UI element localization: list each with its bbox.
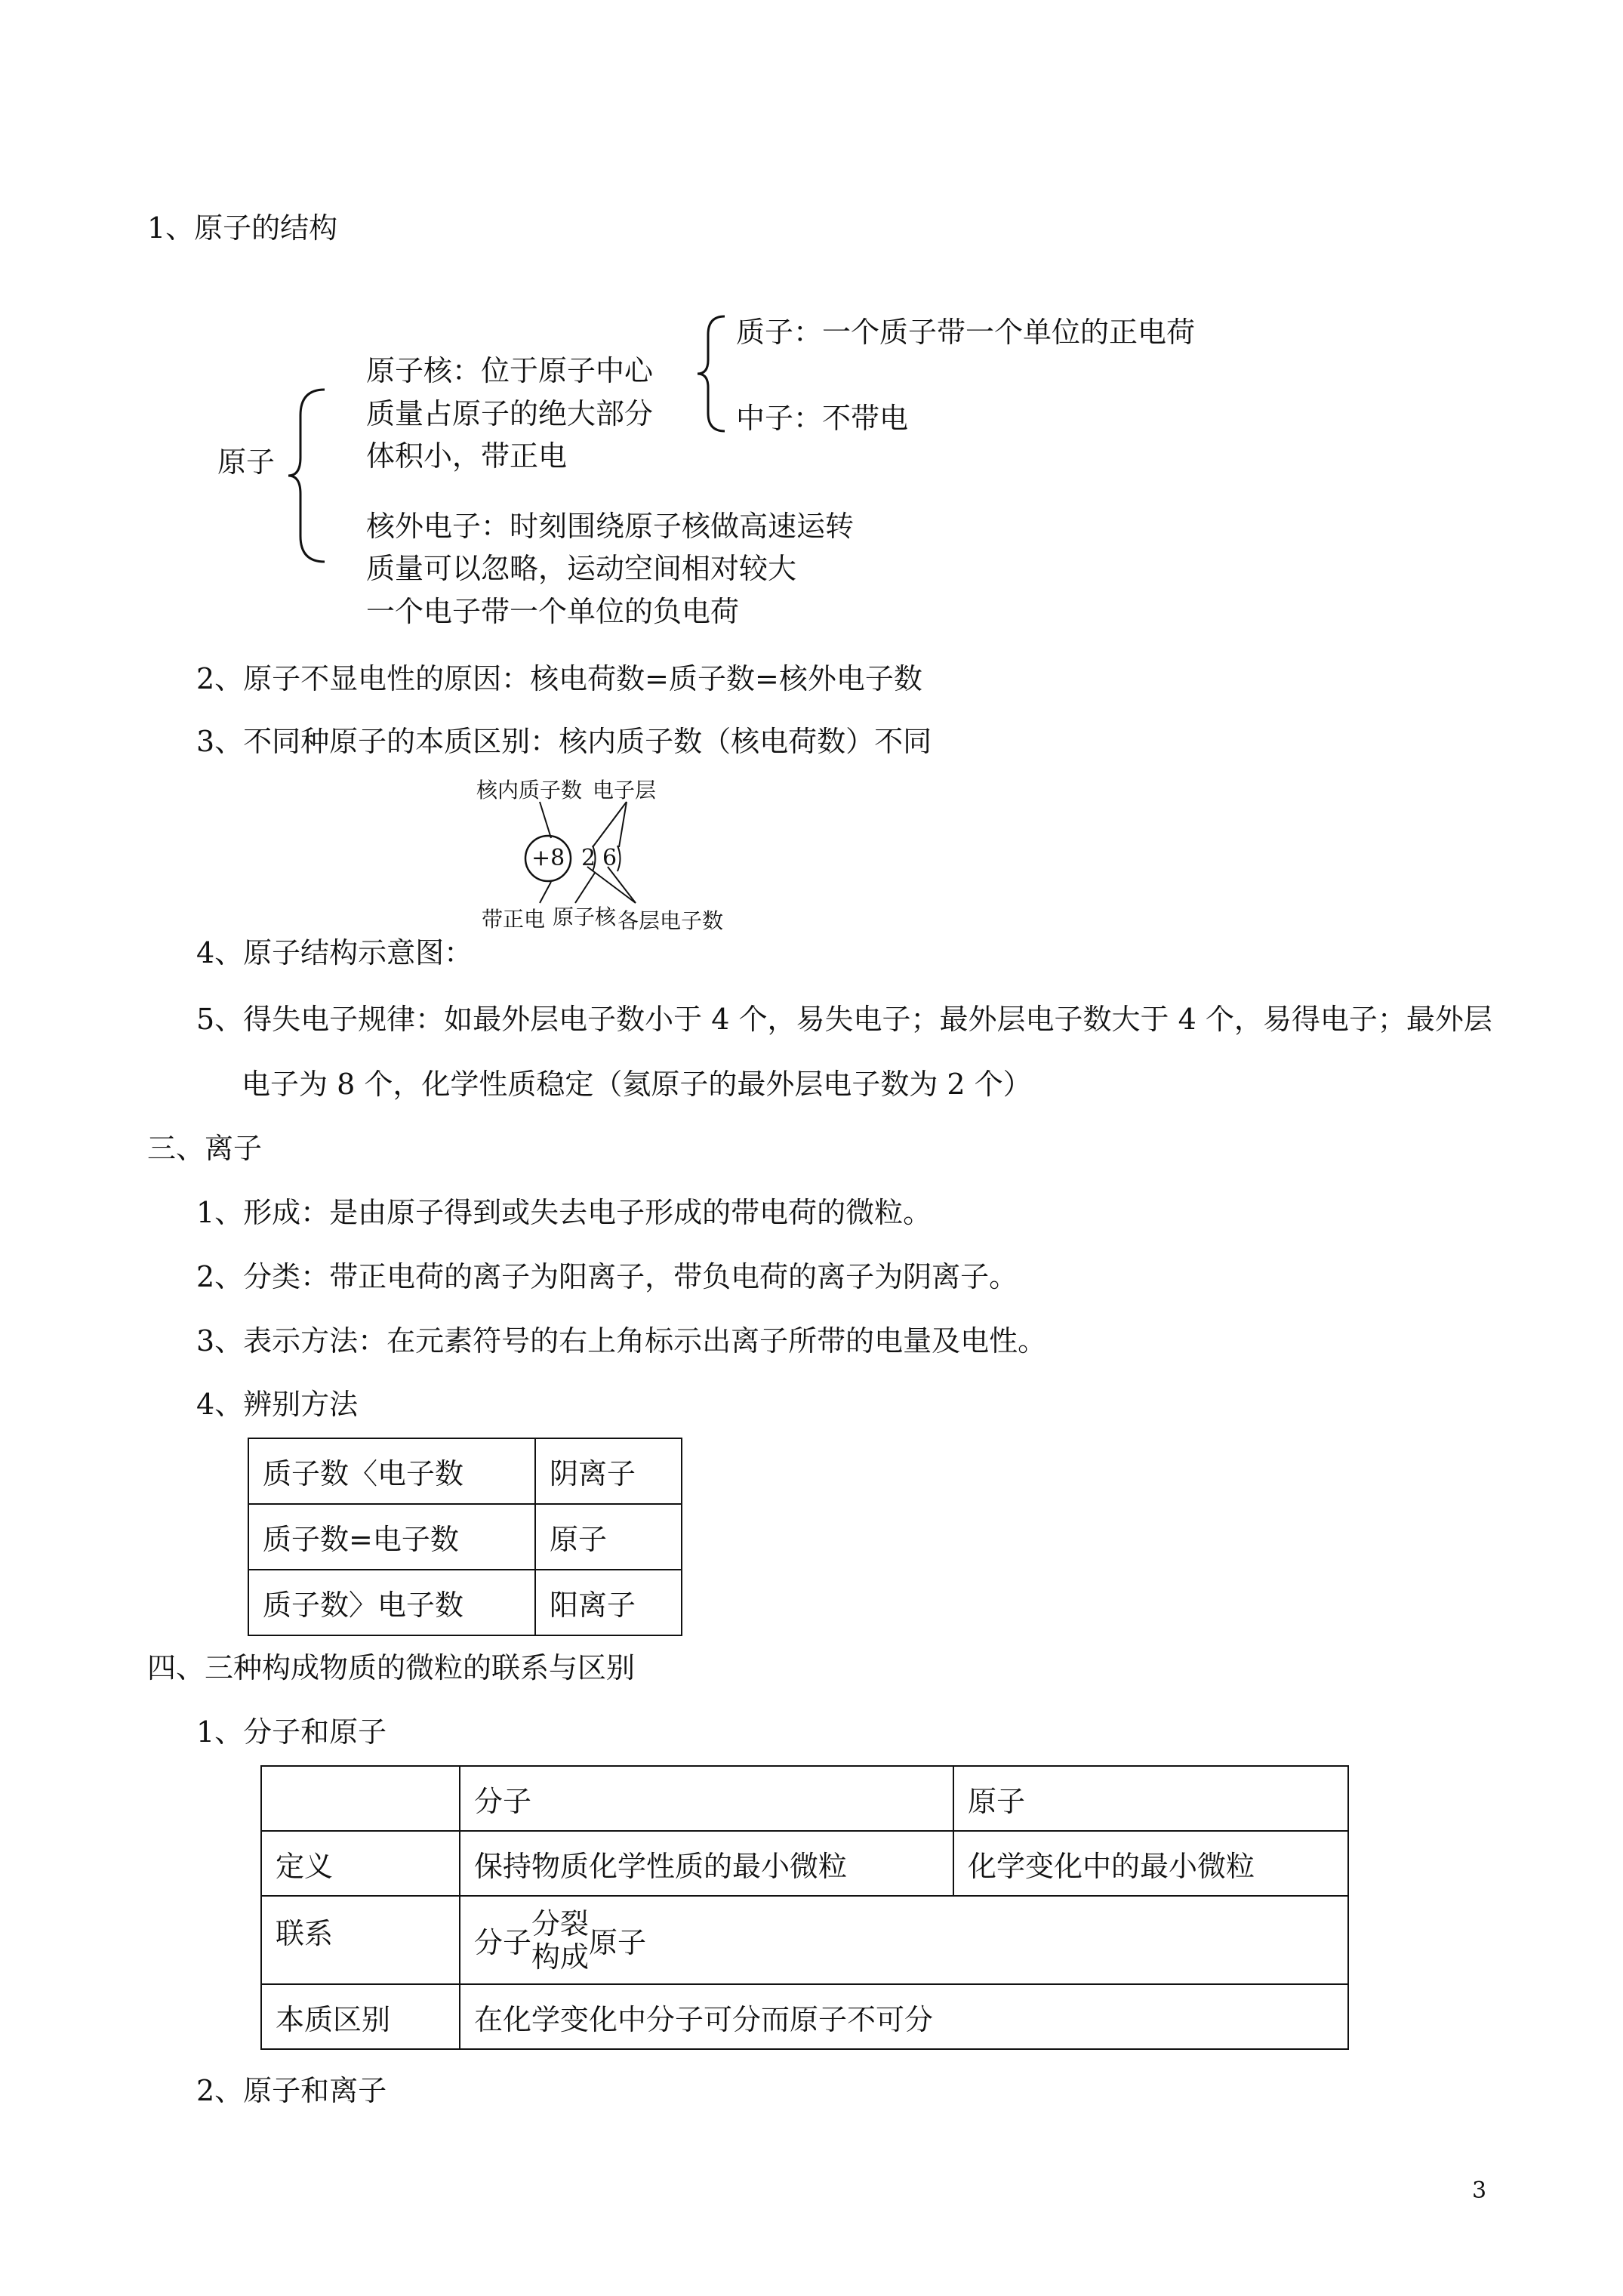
nucleus-line-1: 原子核：位于原子中心 (366, 354, 654, 387)
ions-heading: 三、离子 (147, 1132, 263, 1165)
nucleus-line-3: 体积小，带正电 (366, 439, 568, 473)
electron-line-2: 质量可以忽略，运动空间相对较大 (366, 552, 797, 585)
particles-heading: 四、三种构成物质的微粒的联系与区别 (147, 1651, 636, 1684)
neutron-line: 中子：不带电 (736, 402, 909, 435)
diagram-shell-2: 6 (602, 845, 617, 871)
table-row (248, 1504, 682, 1570)
relation-right: 原子 (589, 1926, 647, 1959)
relation-top: 分裂 (531, 1906, 590, 1940)
diagram-nucleus-charge: +8 (531, 845, 565, 871)
atom-structure-diagram (468, 770, 740, 936)
point-3: 3、不同种原子的本质区别：核内质子数（核电荷数）不同 (196, 725, 932, 758)
point-4: 4、原子结构示意图： (196, 936, 473, 969)
table-row (261, 1896, 1348, 1984)
table-cell: 阳离子 (535, 1570, 682, 1635)
table-row (248, 1438, 682, 1504)
relation-bottom: 构成 (531, 1940, 590, 1974)
ion-identification-table (248, 1438, 682, 1636)
table-cell: 分子 (460, 1766, 953, 1831)
atom-brace (287, 385, 340, 566)
ions-point-1: 1、形成：是由原子得到或失去电子形成的带电荷的微粒。 (196, 1196, 932, 1229)
diagram-label-nucleus: 原子核 (553, 905, 617, 929)
table-cell: 化学变化中的最小微粒 (953, 1831, 1348, 1896)
point-2: 2、原子不显电性的原因：核电荷数=质子数=核外电子数 (196, 662, 922, 695)
atom-structure-heading: 1、原子的结构 (147, 211, 338, 245)
relation-arrows (531, 1907, 589, 1974)
table-row (261, 1831, 1348, 1896)
electron-line-3: 一个电子带一个单位的负电荷 (366, 595, 740, 628)
relation-left: 分子 (474, 1926, 532, 1959)
table-cell: 本质区别 (261, 1984, 460, 2049)
diagram-shell-1: 2 (581, 845, 596, 871)
ions-point-4: 4、辨别方法 (196, 1388, 359, 1421)
diagram-label-per-shell: 各层电子数 (617, 908, 724, 933)
relation-cell (460, 1896, 1348, 1984)
point-5-line-1: 5、得失电子规律：如最外层电子数小于 4 个，易失电子；最外层电子数大于 4 个，易得电子；最外层 (196, 1003, 1492, 1036)
proton-line: 质子：一个质子带一个单位的正电荷 (736, 316, 1196, 349)
point-5-line-2: 电子为 8 个，化学性质稳定（氦原子的最外层电子数为 2 个） (242, 1068, 1032, 1101)
diagram-label-protons: 核内质子数 (476, 778, 583, 803)
table-cell: 联系 (261, 1896, 460, 1984)
nucleus-brace (694, 313, 732, 434)
table-cell: 在化学变化中分子可分而原子不可分 (460, 1984, 1348, 2049)
table-cell: 质子数=电子数 (248, 1504, 535, 1570)
table-cell: 原子 (535, 1504, 682, 1570)
table-cell (261, 1766, 460, 1831)
table-cell: 原子 (953, 1766, 1348, 1831)
table-cell: 保持物质化学性质的最小微粒 (460, 1831, 953, 1896)
table-cell: 质子数〉电子数 (248, 1570, 535, 1635)
electron-line-1: 核外电子：时刻围绕原子核做高速运转 (366, 510, 855, 543)
table-row (248, 1570, 682, 1635)
table-cell: 质子数〈电子数 (248, 1438, 535, 1504)
ions-point-3: 3、表示方法：在元素符号的右上角标示出离子所带的电量及电性。 (196, 1324, 1047, 1358)
diagram-label-shells: 电子层 (593, 778, 657, 803)
diagram-label-positive: 带正电 (482, 907, 546, 932)
particles-sub-1: 1、分子和原子 (196, 1715, 387, 1749)
table-cell: 定义 (261, 1831, 460, 1896)
page-number: 3 (1472, 2177, 1487, 2204)
table-row (261, 1984, 1348, 2049)
particles-sub-2: 2、原子和离子 (196, 2074, 387, 2107)
atom-label: 原子 (217, 445, 276, 479)
table-cell: 阴离子 (535, 1438, 682, 1504)
molecule-atom-table (260, 1765, 1349, 2050)
nucleus-line-2: 质量占原子的绝大部分 (366, 397, 654, 430)
ions-point-2: 2、分类：带正电荷的离子为阳离子，带负电荷的离子为阴离子。 (196, 1260, 1018, 1293)
table-row (261, 1766, 1348, 1831)
